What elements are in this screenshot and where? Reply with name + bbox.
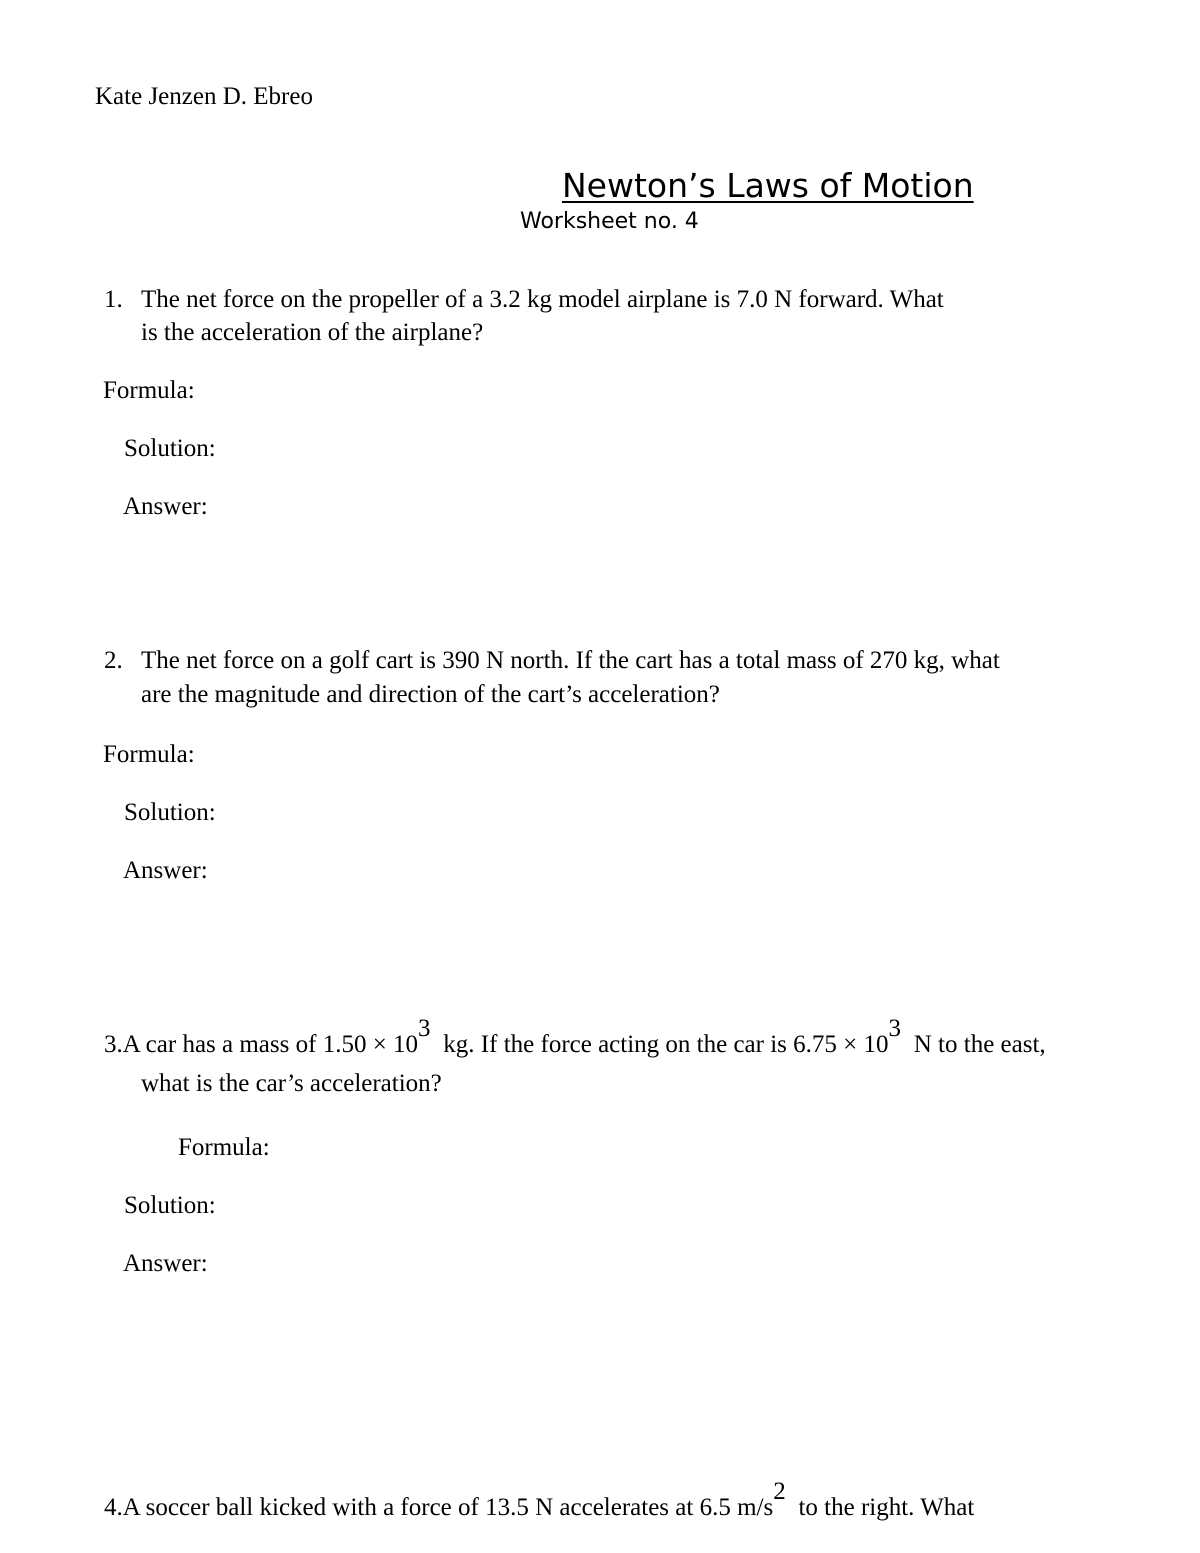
- answer-label: Answer:: [123, 857, 208, 884]
- question-text-line-1: The net force on a golf cart is 390 N north. If the cart has a total mass of 270 kg, what: [141, 647, 1000, 674]
- question-text-part-1: A soccer ball kicked with a force of 13.5 N accelerates at 6.5 m/s: [122, 1494, 774, 1521]
- exponent-1: 3: [418, 1015, 431, 1042]
- question-text-line-2: what is the car’s acceleration?: [141, 1070, 442, 1097]
- question-text-line-2: are the magnitude and direction of the cart’s acceleration?: [141, 681, 720, 708]
- question-number: 3.: [104, 1031, 123, 1058]
- question-text-line-1: The net force on the propeller of a 3.2 kg model airplane is 7.0 N forward. What: [141, 286, 944, 313]
- question-text-part-3: N to the east,: [907, 1031, 1046, 1058]
- exponent-2: 3: [888, 1015, 901, 1042]
- question-text-part-1: A car has a mass of 1.50 × 10: [122, 1031, 419, 1058]
- answer-label: Answer:: [123, 1250, 208, 1277]
- solution-label: Solution:: [124, 799, 216, 826]
- question-number: 4.: [104, 1494, 123, 1521]
- solution-label: Solution:: [124, 1192, 216, 1219]
- solution-label: Solution:: [124, 435, 216, 462]
- question-line-1: [104, 1015, 1046, 1058]
- answer-label: Answer:: [123, 493, 208, 520]
- question-text-part-2: kg. If the force acting on the car is 6.75 × 10: [437, 1031, 889, 1058]
- question-line-1: [104, 1478, 975, 1521]
- question-number: 2.: [104, 647, 123, 674]
- formula-label: Formula:: [103, 377, 195, 404]
- formula-label: Formula:: [103, 741, 195, 768]
- page-title: Newton’s Laws of Motion: [562, 166, 974, 205]
- question-number: 1.: [104, 286, 123, 313]
- question-text-part-2: to the right. What: [792, 1494, 975, 1521]
- worksheet-number: Worksheet no. 4: [520, 209, 699, 234]
- question-text-line-2: is the acceleration of the airplane?: [141, 319, 484, 346]
- exponent-1: 2: [773, 1478, 786, 1505]
- author-name: Kate Jenzen D. Ebreo: [95, 83, 313, 110]
- formula-label: Formula:: [178, 1134, 270, 1161]
